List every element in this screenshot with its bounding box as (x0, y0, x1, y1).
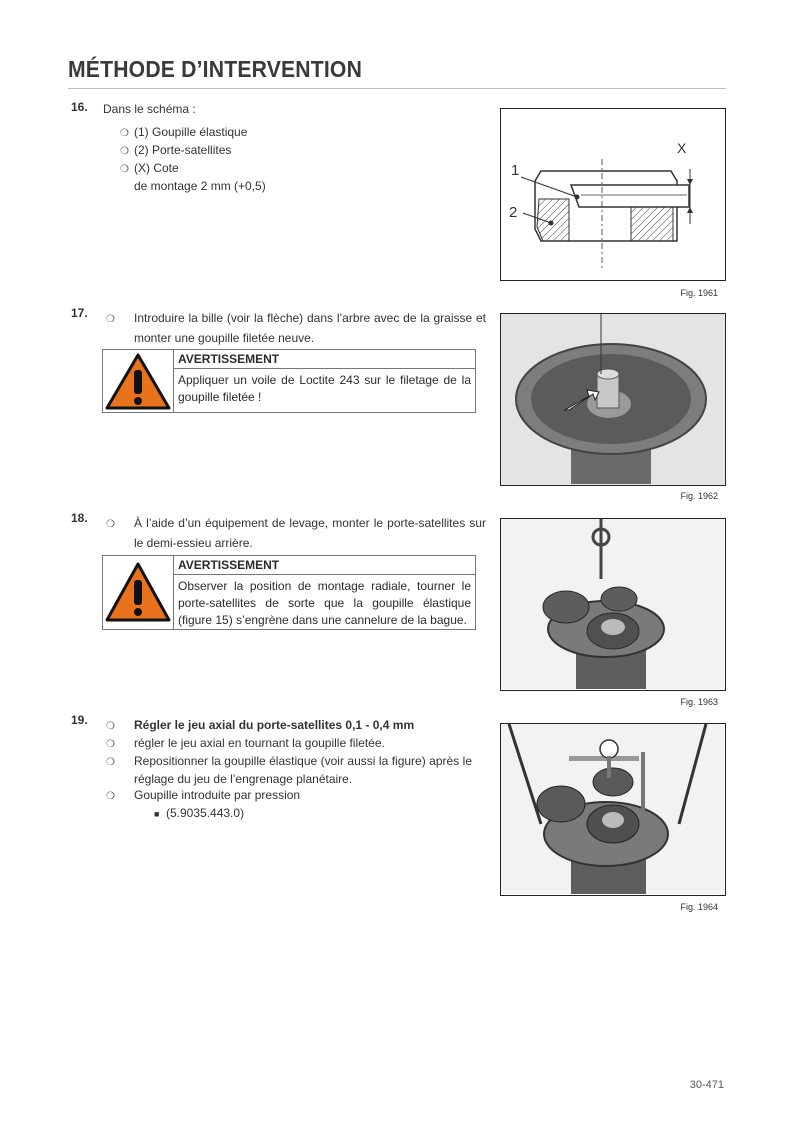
list-item: ❍ régler le jeu axial en tournant la goupille filetée. (120, 735, 472, 753)
list-item: ❍ Goupille introduite par pression (120, 787, 472, 805)
circle-bullet-icon: ❍ (106, 739, 115, 750)
figure-1961-caption: Fig. 1961 (680, 288, 718, 298)
warning-text: Observer la position de montage radiale, tourner le porte-satellites de sorte que la goupille élastique (figure 15) s’engrène dans une cannelure de la bague. (178, 579, 471, 627)
step-16-number: 16. (71, 100, 88, 114)
list-item: ❍ (1) Goupille élastique (120, 124, 420, 142)
warning-box-18 (102, 555, 476, 630)
circle-bullet-icon: ❍ (106, 519, 115, 530)
step-19-number: 19. (71, 713, 88, 727)
figure-1963-caption: Fig. 1963 (680, 697, 718, 707)
warning-triangle-icon (103, 556, 173, 629)
sub-list-item: ■ (5.9035.443.0) (154, 806, 245, 820)
circle-bullet-icon: ❍ (106, 721, 115, 732)
figure-1961 (500, 108, 726, 281)
figure-1964-caption: Fig. 1964 (680, 902, 718, 912)
circle-bullet-icon: ❍ (120, 164, 129, 175)
title-rule (68, 88, 726, 89)
circle-bullet-icon: ❍ (106, 791, 115, 802)
list-item: ❍ Repositionner la goupille élastique (voir aussi la figure) après le réglage du jeu de l’engrenage planétaire. (106, 754, 472, 786)
label-X: X (677, 140, 687, 156)
warning-box-17 (102, 349, 476, 413)
photo-dial-gauge-measurement (501, 724, 724, 894)
circle-bullet-icon: ❍ (120, 128, 129, 139)
step-18-item: ❍ À l’aide d’un équipement de levage, monter le porte-satellites sur le demi-essieu arrière. (106, 516, 486, 550)
step-16-intro: Dans le schéma : (103, 102, 196, 116)
circle-bullet-icon: ❍ (106, 757, 115, 768)
list-item-continuation: de montage 2 mm (+0,5) (134, 179, 266, 193)
figure-1962 (500, 313, 726, 486)
figure-1963 (500, 518, 726, 691)
list-item: ❍ Régler le jeu axial du porte-satellites 0,1 - 0,4 mm (120, 717, 472, 735)
figure-1962-caption: Fig. 1962 (680, 491, 718, 501)
square-bullet-icon: ■ (154, 809, 160, 819)
photo-lifting-planet-carrier (501, 519, 724, 689)
photo-hub-with-ball (501, 314, 724, 484)
circle-bullet-icon: ❍ (106, 314, 115, 325)
warning-text: Appliquer un voile de Loctite 243 sur le filetage de la goupille filetée ! (178, 373, 471, 404)
page-number: 30-471 (689, 1079, 724, 1091)
step-19-list (106, 717, 472, 822)
warning-heading: AVERTISSEMENT (174, 556, 475, 575)
label-1: 1 (511, 162, 520, 179)
warning-triangle-icon (103, 350, 173, 412)
list-item: ❍ (2) Porte-satellites (120, 142, 420, 160)
circle-bullet-icon: ❍ (120, 146, 129, 157)
step-18-number: 18. (71, 511, 88, 525)
list-item: ❍ (X) Cote (120, 160, 420, 178)
warning-heading: AVERTISSEMENT (174, 350, 475, 369)
schematic-drawing (501, 109, 724, 279)
warning-icon-cell (103, 350, 174, 412)
figure-1964 (500, 723, 726, 896)
label-2: 2 (509, 204, 518, 221)
warning-icon-cell (103, 556, 174, 629)
step-16-list (120, 124, 420, 194)
step-17-number: 17. (71, 306, 88, 320)
page-title: MÉTHODE D’INTERVENTION (68, 56, 363, 82)
step-17-item: ❍ Introduire la bille (voir la flèche) dans l’arbre avec de la graisse et monter une goupille filetée neuve. (106, 311, 486, 345)
